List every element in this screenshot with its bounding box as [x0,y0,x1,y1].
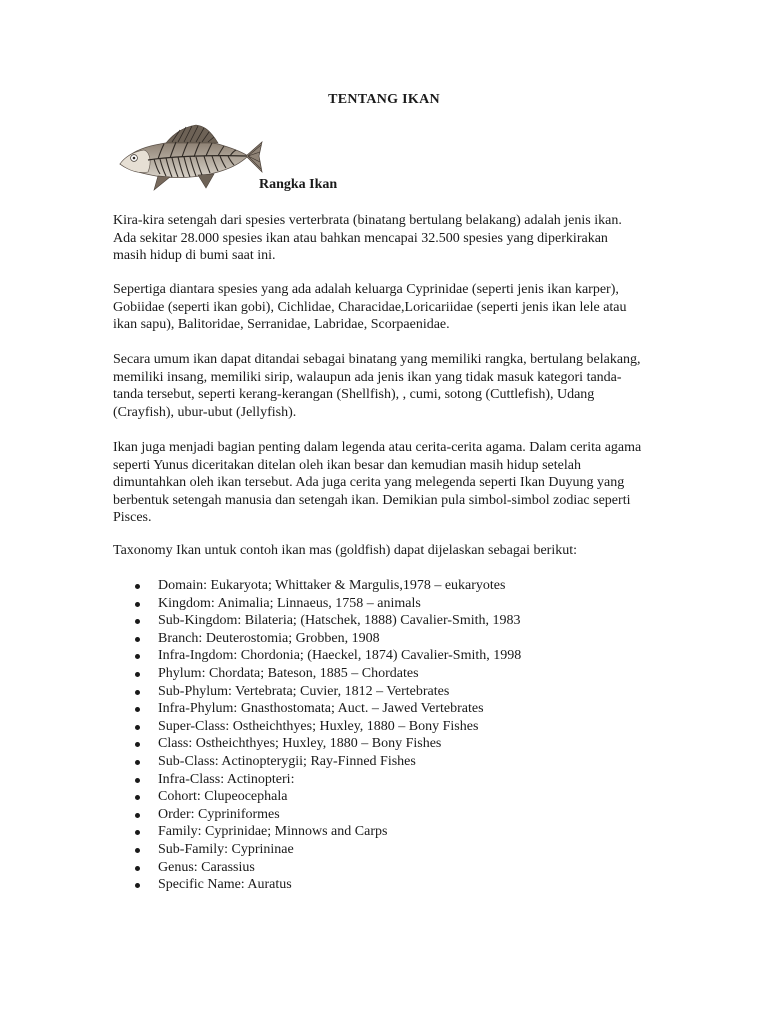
list-item [135,718,521,736]
list-item-text: Sub-Phylum: Vertebrata; Cuvier, 1812 – Vertebrates [158,683,450,699]
figure-caption: Rangka Ikan [259,177,338,192]
list-item [135,700,521,718]
bullet-icon [135,619,140,624]
list-item-text: Infra-Ingdom: Chordonia; (Haeckel, 1874) Cavalier-Smith, 1998 [158,648,522,664]
list-item [135,612,521,630]
bullet-icon [135,813,140,818]
bullet-icon [135,672,140,677]
list-item-text: Cohort: Clupeocephala [158,789,288,805]
bullet-icon [135,690,140,695]
list-item-text: Branch: Deuterostomia; Grobben, 1908 [158,630,380,646]
list-item [135,630,521,648]
bullet-icon [135,760,140,765]
list-item [135,788,521,806]
list-item [135,771,521,789]
document-title: TENTANG IKAN [328,92,440,107]
paragraph-species-count: Kira-kira setengah dari spesies verterbrata (binatang bertulang belakang) adalah jenis ikan. Ada sekitar 28.000 spesies ikan atau bahkan mencapai 32.500 spesies yang diperkirakan masih hidup di bumi saat ini. [113,213,622,263]
list-item-text: Class: Ostheichthyes; Huxley, 1880 – Bony Fishes [158,736,442,752]
list-item-text: Order: Cypriniformes [158,806,280,822]
list-item [135,823,521,841]
taxonomy-list [135,577,521,894]
list-item-text: Sub-Class: Actinopterygii; Ray-Finned Fishes [158,753,416,769]
list-item-text: Kingdom: Animalia; Linnaeus, 1758 – animals [158,595,421,611]
bullet-icon [135,830,140,835]
paragraph-fish-legends: Ikan juga menjadi bagian penting dalam legenda atau cerita-cerita agama. Dalam cerita agama seperti Yunus diceritakan ditelan oleh ikan besar dan kemudian masih hidup setelah dimuntahkan oleh ikan tersebut. Ada juga cerita yang melegenda seperti Ikan Duyung yang berbentuk setengah manusia dan setengah ikan. Demikian pula simbol-simbol zodiac seperti Pisces. [113,440,642,525]
list-item-text: Domain: Eukaryota; Whittaker & Margulis,1978 – eukaryotes [158,578,506,593]
paragraph-taxonomy-intro: Taxonomy Ikan untuk contoh ikan mas (goldfish) dapat dijelaskan sebagai berikut: [113,543,578,558]
list-item-text: Infra-Phylum: Gnasthostomata; Auct. – Jawed Vertebrates [158,701,484,717]
list-item [135,753,521,771]
list-item [135,595,521,613]
list-item [135,683,521,701]
list-item [135,647,521,665]
fish-skeleton-image [114,122,264,196]
list-item-text: Super-Class: Ostheichthyes; Huxley, 1880 – Bony Fishes [158,718,479,734]
bullet-icon [135,584,140,589]
list-item [135,665,521,683]
list-item-text: Infra-Class: Actinopteri: [158,771,295,787]
bullet-icon [135,637,140,642]
bullet-icon [135,602,140,607]
paragraph-fish-characteristics: Secara umum ikan dapat ditandai sebagai binatang yang memiliki rangka, bertulang belakang, memiliki insang, memiliki sirip, walaupun ada jenis ikan yang tidak masuk kategori tanda-tanda tersebut, seperti kerang-kerangan (Shellfish), , cumi, sotong (Cuttlefish), Udang (Crayfish), ubur-ubut (Jellyfish). [113,352,641,420]
list-item-text: Sub-Family: Cyprininae [158,841,294,857]
list-item-text: Genus: Carassius [158,859,255,875]
list-item-text: Sub-Kingdom: Bilateria; (Hatschek, 1888) Cavalier-Smith, 1983 [158,613,521,629]
bullet-icon [135,707,140,712]
list-item [135,876,521,894]
list-item-text: Specific Name: Auratus [158,877,292,893]
list-item [135,806,521,824]
bullet-icon [135,866,140,871]
list-item [135,859,521,877]
list-item [135,735,521,753]
list-item-text: Phylum: Chordata; Bateson, 1885 – Chordates [158,665,419,681]
bullet-icon [135,795,140,800]
list-item [135,841,521,859]
bullet-icon [135,883,140,888]
bullet-icon [135,778,140,783]
bullet-icon [135,725,140,730]
list-item [135,577,521,595]
list-item-text: Family: Cyprinidae; Minnows and Carps [158,824,388,840]
bullet-icon [135,654,140,659]
bullet-icon [135,742,140,747]
paragraph-fish-families: Sepertiga diantara spesies yang ada adalah keluarga Cyprinidae (seperti jenis ikan karper), Gobiidae (seperti ikan gobi), Cichlidae, Characidae,Loricariidae (seperti jenis ikan lele atau ikan sapu), Balitoridae, Serranidae, Labridae, Scorpaenidae. [113,282,627,332]
bullet-icon [135,848,140,853]
